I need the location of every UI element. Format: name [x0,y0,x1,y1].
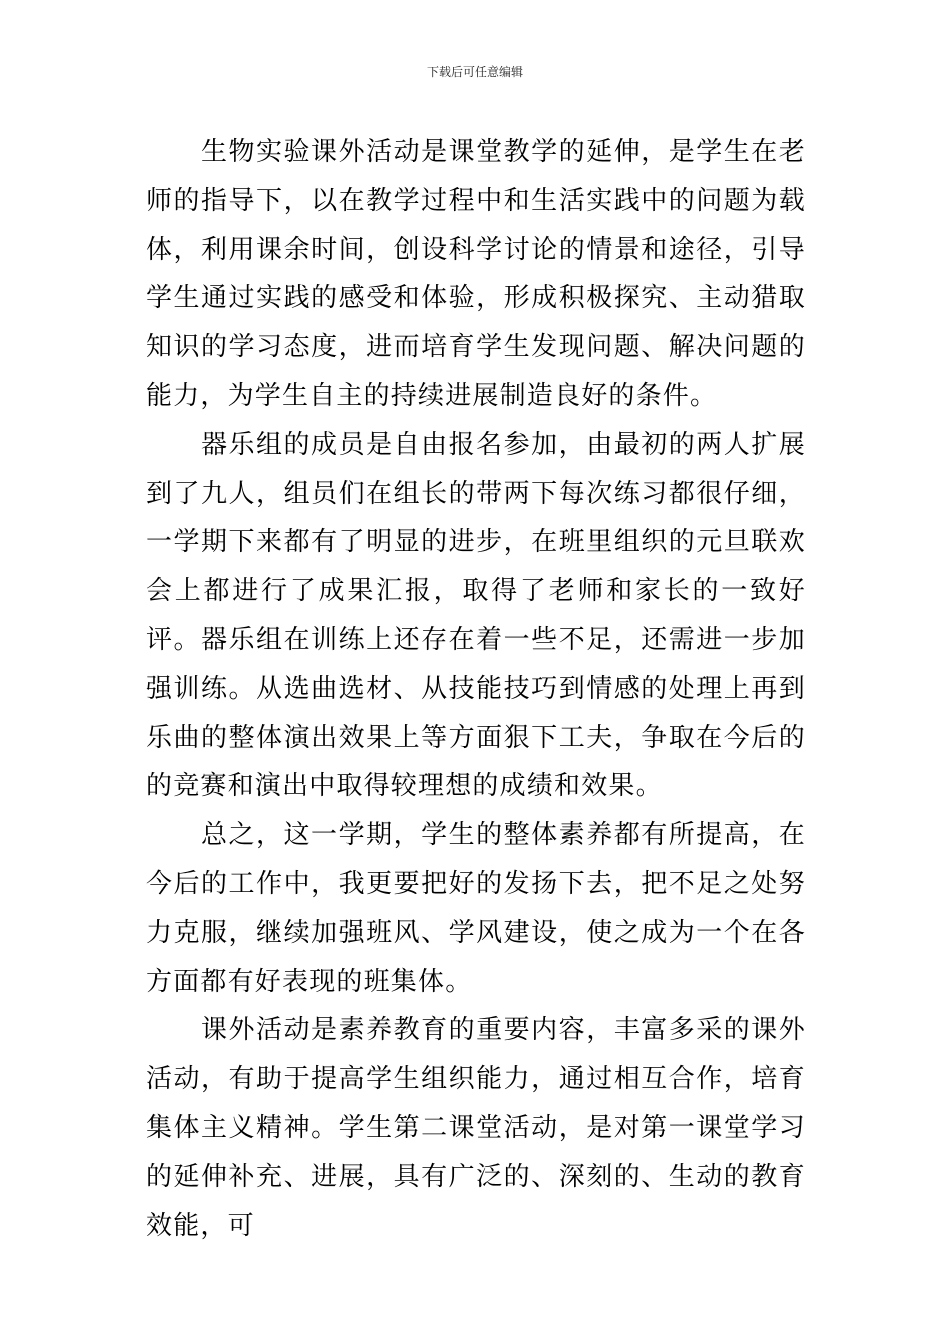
paragraph-4: 课外活动是素养教育的重要内容，丰富多采的课外活动，有助于提高学生组织能力，通过相互合作，培育集体主义精神。学生第二课堂活动，是对第一课堂学习的延伸补充、进展，具有广泛的、深刻的、生动的教育效能，可 [146,1015,806,1241]
header-note: 下载后可任意编辑 [426,65,523,79]
paragraph-2: 器乐组的成员是自由报名参加，由最初的两人扩展到了九人，组员们在组长的带两下每次练习都很仔细，一学期下来都有了明显的进步，在班里组织的元旦联欢会上都进行了成果汇报，取得了老师和家长的一致好评。器乐组在训练上还存在着一些不足，还需进一步加强训练。从选曲选材、从技能技巧到情感的处理上再到乐曲的整体演出效果上等方面狠下工夫，争取在今后的的竞赛和演出中取得较理想的成绩和效果。 [146,429,806,802]
paragraph-3: 总之，这一学期，学生的整体素养都有所提高，在今后的工作中，我更要把好的发扬下去，把不足之处努力克服，继续加强班风、学风建设，使之成为一个在各方面都有好表现的班集体。 [146,820,806,997]
document-body [146,128,806,1250]
paragraph-1: 生物实验课外活动是课堂教学的延伸，是学生在老师的指导下，以在教学过程中和生活实践中的问题为载体，利用课余时间，创设科学讨论的情景和途径，引导学生通过实践的感受和体验，形成积极探究、主动猎取知识的学习态度，进而培育学生发现问题、解决问题的能力，为学生自主的持续进展制造良好的条件。 [146,137,806,411]
